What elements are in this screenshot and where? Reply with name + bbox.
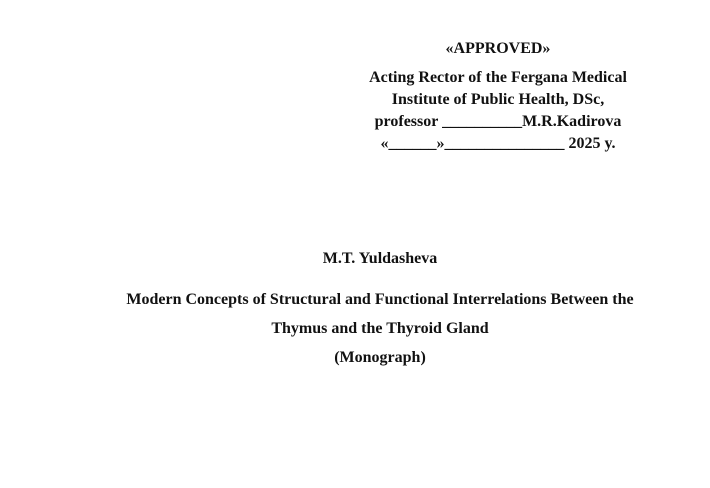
approval-heading: «APPROVED»: [445, 40, 551, 57]
approval-line-date: «______»_______________ 2025 y.: [380, 135, 616, 152]
approval-line-position: Acting Rector of the Fergana Medical: [369, 69, 627, 86]
title-line-2: Thymus and the Thyroid Gland: [271, 320, 489, 337]
approval-stamp: [330, 38, 666, 155]
monograph-title: [0, 285, 710, 372]
author-name: M.T. Yuldasheva: [322, 250, 438, 267]
genre-label: (Monograph): [334, 349, 426, 366]
title-line-1: Modern Concepts of Structural and Functional Interrelations Between the: [126, 291, 634, 308]
approval-line-institution: Institute of Public Health, DSc,: [391, 91, 605, 108]
approval-line-signature: professor __________M.R.Kadirova: [374, 113, 622, 130]
